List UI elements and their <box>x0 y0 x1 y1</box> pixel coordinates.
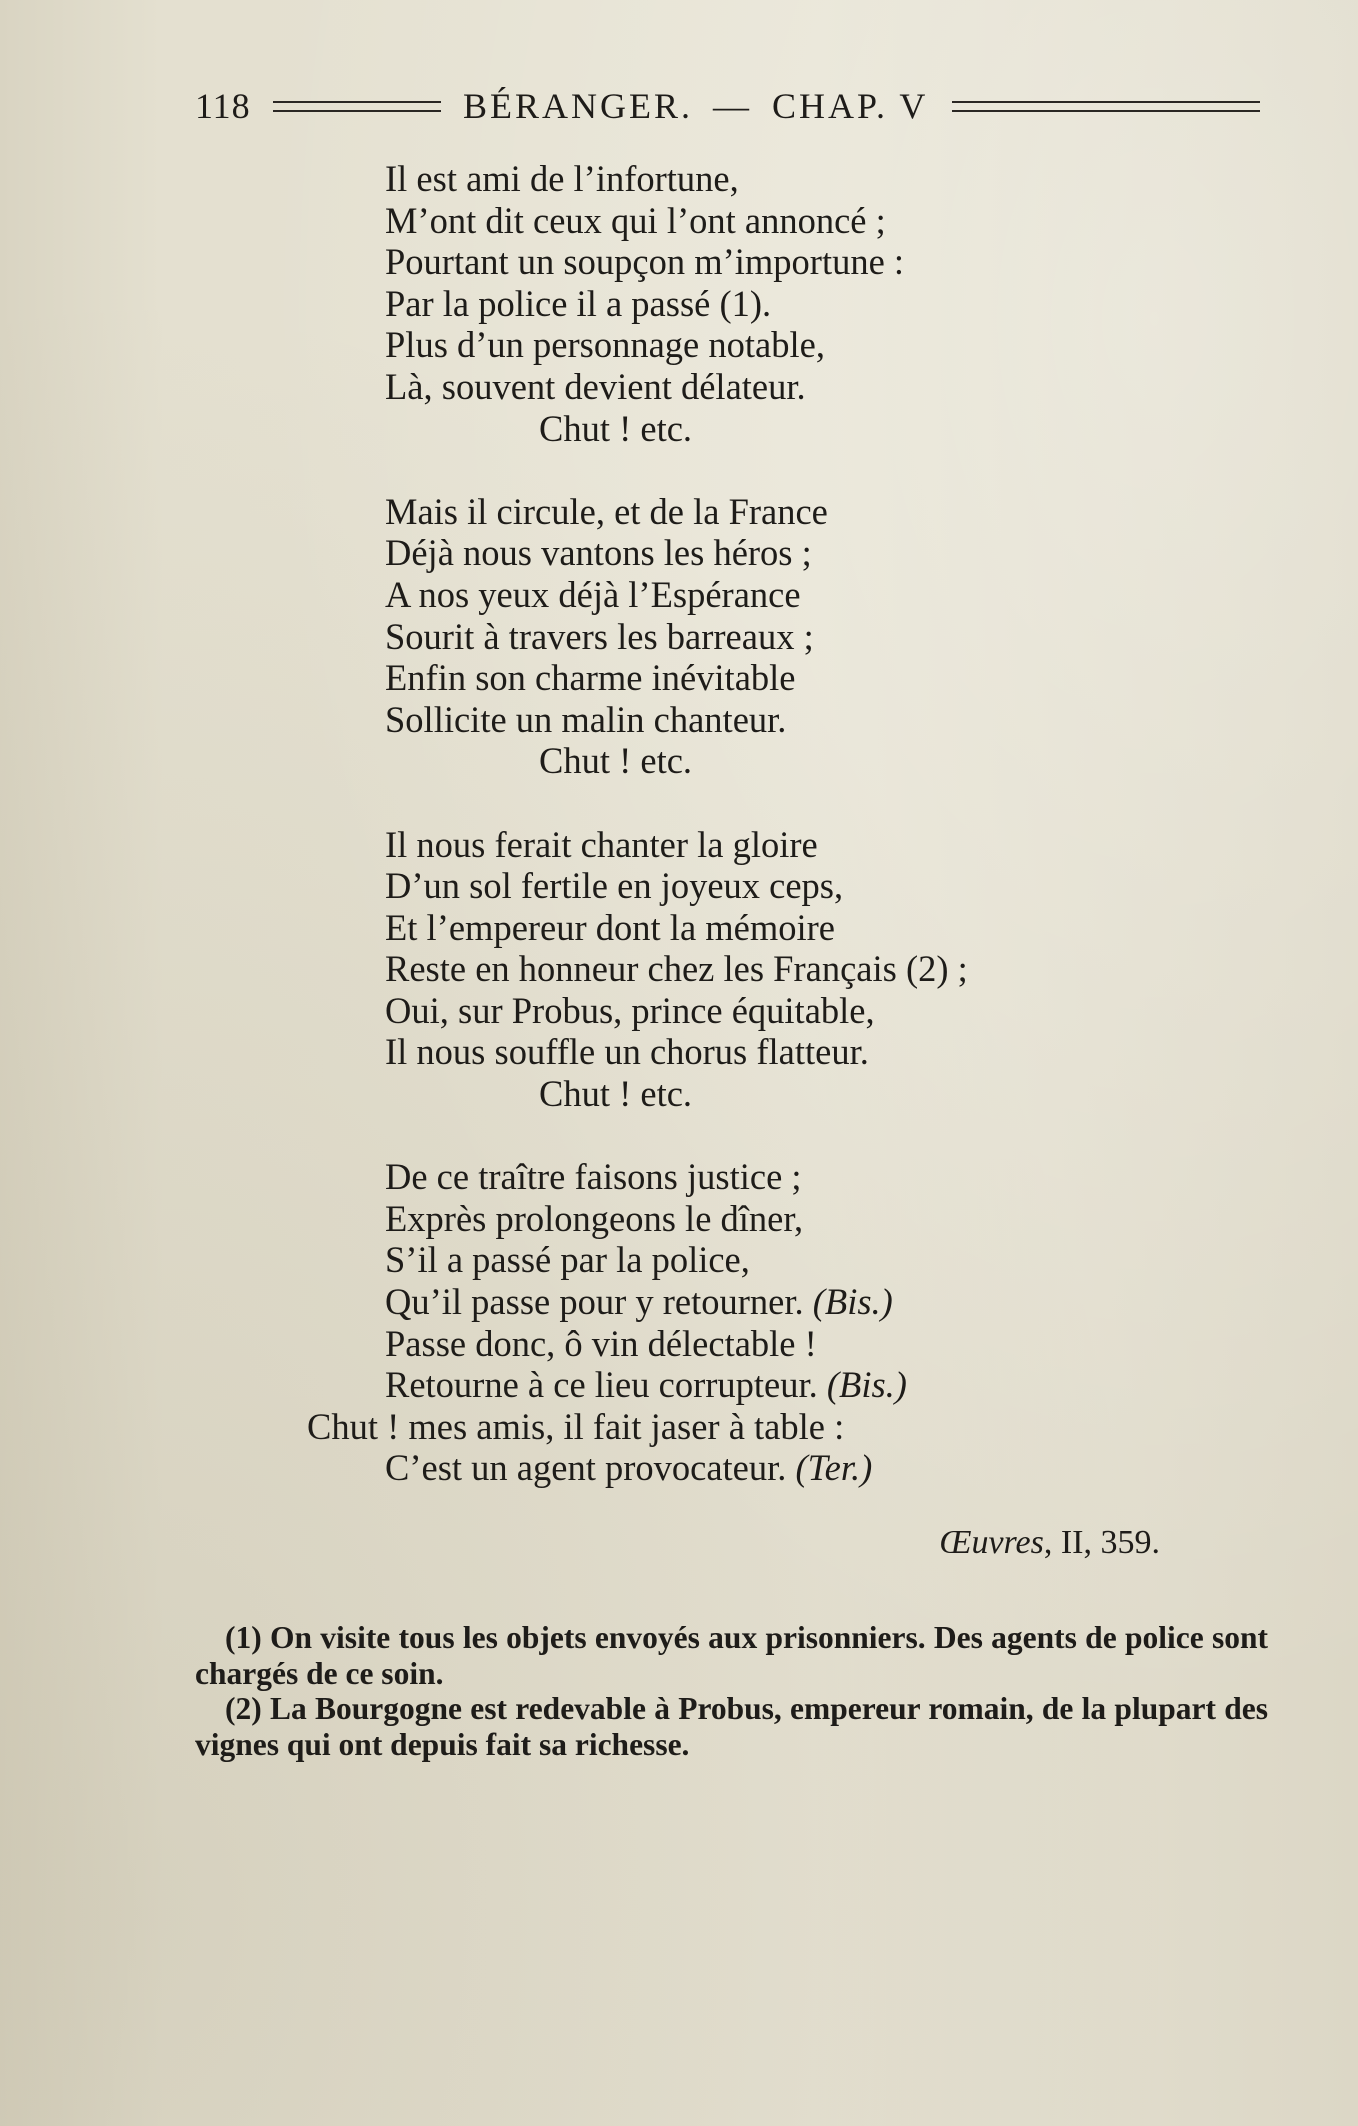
verse-line: Reste en honneur chez les Français (2) ; <box>385 948 968 990</box>
verse-line: Pourtant un soupçon m’importune : <box>385 241 905 283</box>
refrain-line: Chut ! etc. <box>539 740 693 782</box>
verse-line: Déjà nous vantons les héros ; <box>385 532 812 574</box>
verse-line <box>385 1447 968 1489</box>
running-header <box>195 82 1260 130</box>
verse-line: Passe donc, ô vin délectable ! <box>385 1322 817 1364</box>
page-number: 118 <box>195 86 251 126</box>
stanza-1 <box>385 158 968 449</box>
verse-line: D’un sol fertile en joyeux ceps, <box>385 865 844 907</box>
stanza-3 <box>385 824 968 1115</box>
verse-line: Et l’empereur dont la mémoire <box>385 906 835 948</box>
verse-text: C’est un agent provocateur. <box>385 1447 787 1489</box>
refrain-line-full: Chut ! mes amis, il fait jaser à table : <box>307 1405 845 1447</box>
verse-line: Là, souvent devient délateur. <box>385 365 806 407</box>
refrain-line: Chut ! etc. <box>539 407 693 449</box>
verse-line: Oui, sur Probus, prince équitable, <box>385 989 875 1031</box>
verse-line: Par la police il a passé (1). <box>385 282 772 324</box>
verse-line: M’ont dit ceux qui l’ont annoncé ; <box>385 199 886 241</box>
stanza-2 <box>385 491 968 782</box>
verse-line <box>385 1364 968 1406</box>
running-title <box>463 85 928 127</box>
verse-line: Sollicite un malin chanteur. <box>385 698 787 740</box>
verse-line: S’il a passé par la police, <box>385 1239 750 1281</box>
header-separator: — <box>713 86 753 126</box>
verse-line: A nos yeux déjà l’Espérance <box>385 573 801 615</box>
verse-text: Retourne à ce lieu corrupteur. <box>385 1364 818 1406</box>
header-chapter: CHAP. V <box>772 86 929 126</box>
verse-line: De ce traître faisons justice ; <box>385 1156 802 1198</box>
verse-line: Mais il circule, et de la France <box>385 490 828 532</box>
verse-line: Enfin son charme inévitable <box>385 657 796 699</box>
header-rule-left <box>273 101 441 112</box>
footnotes <box>195 1620 1268 1762</box>
header-author: BÉRANGER. <box>463 86 694 126</box>
footnote-1: (1) On visite tous les objets envoyés aux prisonniers. Des agents de police sont chargés de ce soin. <box>195 1620 1268 1691</box>
source-work: Œuvres <box>939 1524 1044 1561</box>
refrain-line: Chut ! etc. <box>539 1073 693 1115</box>
verse-line: Plus d’un personnage notable, <box>385 324 825 366</box>
header-rule-right <box>952 101 1260 112</box>
verse-line <box>385 1281 968 1323</box>
poem <box>307 158 968 1489</box>
verse-line: Sourit à travers les barreaux ; <box>385 615 814 657</box>
stanza-4 <box>307 1156 968 1489</box>
source-reference: , II, 359. <box>1043 1524 1160 1561</box>
footnote-2: (2) La Bourgogne est redevable à Probus, empereur romain, de la plupart des vignes qui ont depuis fait sa richesse. <box>195 1691 1268 1762</box>
repeat-mark: (Ter.) <box>795 1447 873 1489</box>
verse-line: Il est ami de l’infortune, <box>385 158 739 199</box>
repeat-mark: (Bis.) <box>826 1364 907 1406</box>
repeat-mark: (Bis.) <box>812 1281 893 1323</box>
verse-text: Qu’il passe pour y retourner. <box>385 1281 804 1323</box>
source-citation <box>939 1524 1160 1562</box>
verse-line: Il nous ferait chanter la gloire <box>385 823 818 865</box>
verse-line: Exprès prolongeons le dîner, <box>385 1197 804 1239</box>
verse-line: Il nous souffle un chorus flatteur. <box>385 1031 869 1073</box>
